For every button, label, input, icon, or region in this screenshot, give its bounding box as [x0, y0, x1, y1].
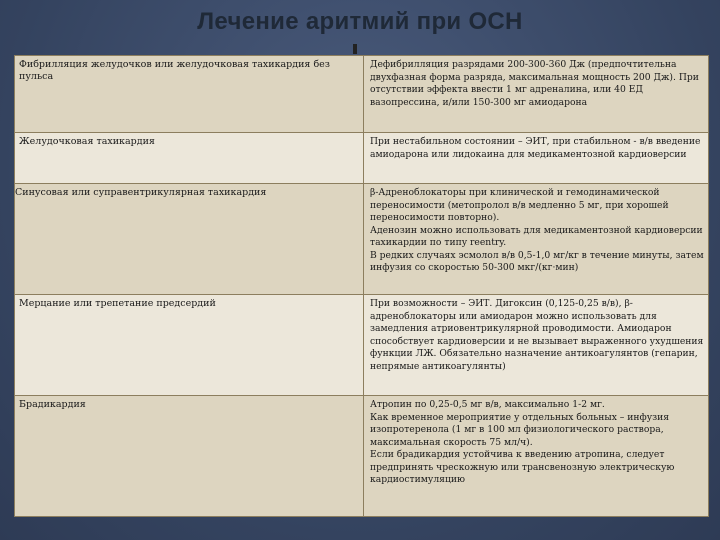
table-row: [15, 132, 708, 183]
condition-cell: [15, 396, 364, 516]
treatment-cell: [364, 133, 708, 183]
treatment-text: Атропин по 0,25-0,5 мг в/в, максимально 1-2 мг. Как временное мероприятие у отдельных больных – инфузия изопротеренола (1 мг в 100 мл физиологического раствора, максимальная скорость 75 мл/ч). Если брадикардия устойчива к введению атропина, следует предпринять чрескожную или трансвенозную электрическую кардиостимуляцию: [370, 399, 675, 485]
treatment-text: При возможности – ЭИТ. Дигоксин (0,125-0,25 в/в), β-адреноблокаторы или амиодарон можно использовать для замедления атриовентрикулярной проводимости. Амиодарон способствует кардиоверсии и не вызывает выраженного ухудшения функции ЛЖ. Обязательно назначение антикоагулянтов (гепарин, непрямые антикоагулянты): [370, 298, 704, 372]
condition-text: Желудочковая тахикардия: [19, 136, 155, 147]
arrhythmia-treatment-table: [14, 55, 709, 517]
treatment-cell: [364, 396, 708, 516]
condition-cell: [15, 295, 364, 395]
treatment-cell: [364, 295, 708, 395]
condition-text: Синусовая или суправентрикулярная тахикардия: [15, 187, 267, 198]
slide-title: Лечение аритмий при ОСН: [197, 8, 523, 35]
condition-cell: [15, 56, 364, 132]
condition-cell: [15, 184, 364, 294]
treatment-text: β-Адреноблокаторы при клинической и гемодинамической переносимости (метопролол в/в медленно 5 мг, при хорошей переносимости повторно). Аденозин можно использовать для медикаментозной кардиоверсии тахикардии по типу reentry. В редких случаях эсмолол в/в 0,5-1,0 мг/кг в течение минуты, затем инфузия со скоростью 50-300 мкг/(кг·мин): [370, 187, 704, 273]
treatment-cell: [364, 184, 708, 294]
condition-text: Фибрилляция желудочков или желудочковая тахикардия без пульса: [19, 59, 330, 82]
table-row: [15, 294, 708, 395]
treatment-text: При нестабильном состоянии – ЭИТ, при стабильном - в/в введение амиодарона или лидокаина для медикаментозной кардиоверсии: [370, 136, 701, 160]
treatment-text: Дефибрилляция разрядами 200-300-360 Дж (предпочтительна двухфазная форма разряда, максимальная мощность 200 Дж). При отсутствии эффекта ввести 1 мг адреналина, или 40 ЕД вазопрессина, и/или 150-300 мг амиодарона: [370, 59, 699, 108]
treatment-cell: [364, 56, 708, 132]
condition-text: Брадикардия: [19, 399, 86, 410]
condition-text: Мерцание или трепетание предсердий: [19, 298, 216, 309]
table-row: [15, 395, 708, 516]
title-marker: [353, 44, 357, 54]
table-row: [15, 183, 708, 294]
condition-cell: [15, 133, 364, 183]
table-row: [15, 56, 708, 132]
